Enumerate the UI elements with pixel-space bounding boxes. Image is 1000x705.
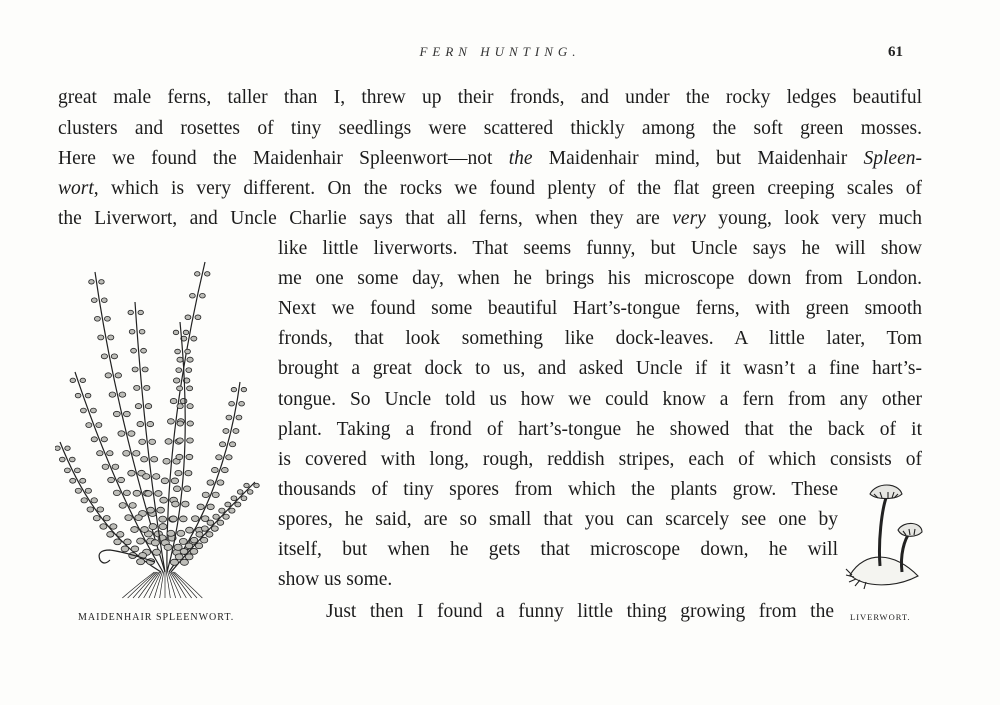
text-line: spores, he said, are so small that you can scarcely see one by bbox=[278, 509, 838, 530]
page-number: 61 bbox=[888, 44, 903, 60]
fern-caption: MAIDENHAIR SPLEENWORT. bbox=[78, 612, 235, 623]
text-line: clusters and rosettes of tiny seedlings were scattered thickly among the soft green mosses. bbox=[58, 118, 922, 139]
text-line: itself, but when he gets that microscope down, he will bbox=[278, 539, 838, 560]
text-line: plant. Taking a frond of hart’s-tongue he showed that the back of it bbox=[278, 419, 922, 440]
text-line: Here we found the Maidenhair Spleenwort—not the Maidenhair mind, but Maidenhair Spleen- bbox=[58, 148, 922, 169]
text-line: brought a great dock to us, and asked Uncle if it wasn’t a fine hart’s- bbox=[278, 358, 922, 379]
text-line: thousands of tiny spores from which the plants grow. These bbox=[278, 479, 838, 500]
text-line: show us some. bbox=[278, 569, 393, 590]
text-line: the Liverwort, and Uncle Charlie says that all ferns, when they are very young, look very much bbox=[58, 208, 922, 229]
text-line: great male ferns, taller than I, threw up their fronds, and under the rocky ledges beautiful bbox=[58, 87, 922, 108]
text-line: me one some day, when he brings his microscope down from London. bbox=[278, 268, 922, 289]
running-title: FERN HUNTING. bbox=[419, 44, 581, 59]
liverwort-illustration bbox=[840, 480, 925, 595]
liverwort-caption: LIVERWORT. bbox=[850, 612, 911, 622]
maidenhair-spleenwort-illustration bbox=[55, 232, 265, 602]
text-line: Just then I found a funny little thing growing from the bbox=[326, 601, 834, 622]
text-line: tongue. So Uncle told us how we could know a fern from any other bbox=[278, 389, 922, 410]
text-line: wort, which is very different. On the rocks we found plenty of the flat green creeping scales of bbox=[58, 178, 922, 199]
text-line: like little liverworts. That seems funny, but Uncle says he will show bbox=[278, 238, 922, 259]
text-line: Next we found some beautiful Hart’s-tongue ferns, with green smooth bbox=[278, 298, 922, 319]
text-line: is covered with long, rough, reddish stripes, each of which consists of bbox=[278, 449, 922, 470]
text-line: fronds, that look something like dock-leaves. A little later, Tom bbox=[278, 328, 922, 349]
